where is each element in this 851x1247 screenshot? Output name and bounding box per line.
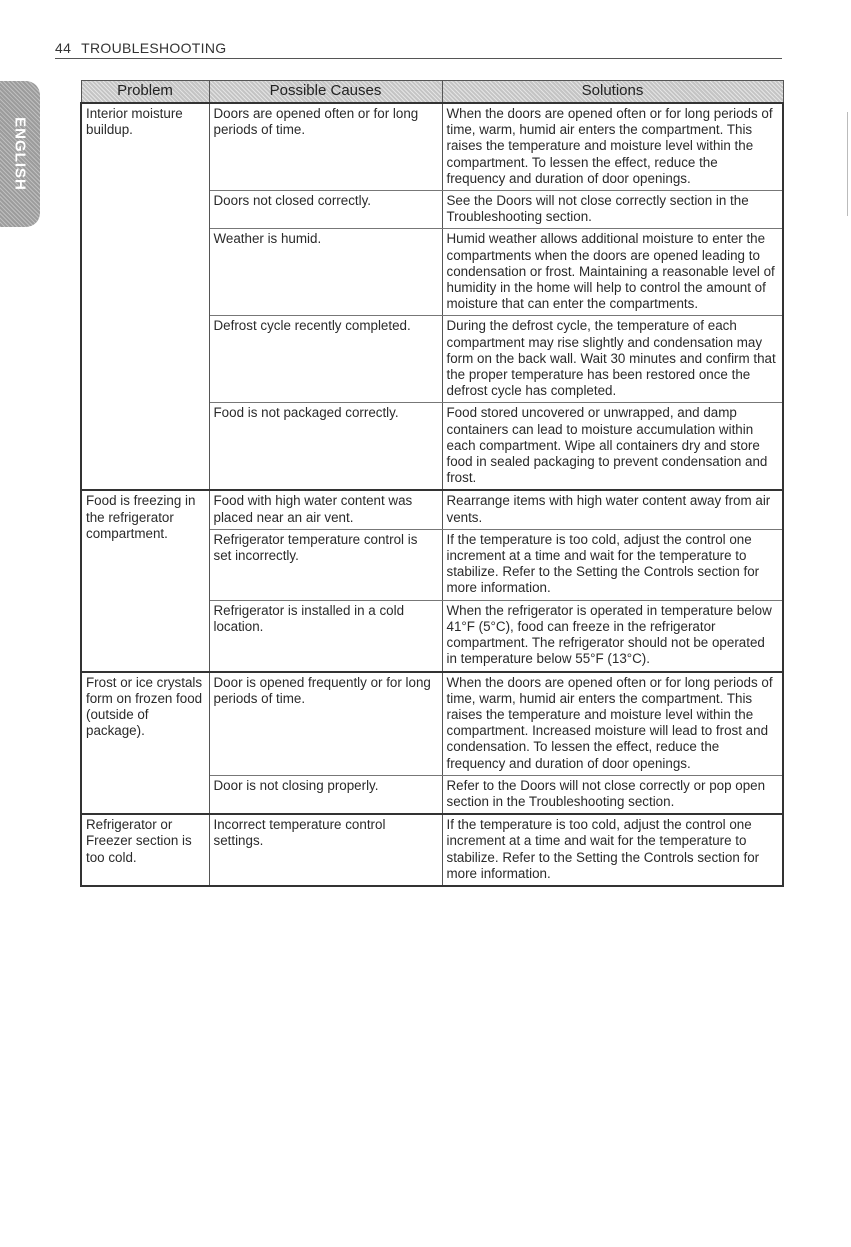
- cause-cell: Weather is humid.: [209, 229, 442, 316]
- table-header-row: [81, 81, 783, 104]
- table-row: [81, 672, 783, 776]
- page-number: 44: [55, 40, 72, 56]
- column-header-solutions: Solutions: [442, 81, 783, 104]
- solution-cell: When the doors are opened often or for long periods of time, warm, humid air enters the compartment. This raises the temperature and moisture level within the compartment. To lessen the effect, reduce the frequency and duration of door openings.: [442, 103, 783, 191]
- solution-cell: See the Doors will not close correctly section in the Troubleshooting section.: [442, 191, 783, 229]
- solution-cell: When the doors are opened often or for long periods of time, warm, humid air enters the compartment. This raises the temperature and moisture level within the compartment. Increased moisture will lead to frost and condensation. To lessen the effect, reduce the frequency and duration of door openings.: [442, 672, 783, 776]
- solution-cell: If the temperature is too cold, adjust the control one increment at a time and wait for the temperature to stabilize. Refer to the Setting the Controls section for more information.: [442, 529, 783, 600]
- problem-cell: Interior moisture buildup.: [81, 103, 209, 490]
- solution-cell: Food stored uncovered or unwrapped, and damp containers can lead to moisture accumulation within each compartment. Wipe all containers dry and store food in sealed packaging to prevent condensation and frost.: [442, 403, 783, 491]
- solution-cell: Refer to the Doors will not close correctly or pop open section in the Troubleshooting section.: [442, 775, 783, 814]
- table-row: [81, 103, 783, 191]
- cause-cell: Refrigerator is installed in a cold location.: [209, 600, 442, 671]
- solution-cell: Humid weather allows additional moisture to enter the compartments when the doors are opened leading to condensation or frost. Maintaining a reasonable level of humidity in the home will help to control the amount of moisture that can enter the compartments.: [442, 229, 783, 316]
- solution-cell: If the temperature is too cold, adjust the control one increment at a time and wait for the temperature to stabilize. Refer to the Setting the Controls section for more information.: [442, 814, 783, 886]
- section-title: TROUBLESHOOTING: [81, 40, 227, 56]
- problem-cell: Frost or ice crystals form on frozen food (outside of package).: [81, 672, 209, 815]
- table-row: [81, 490, 783, 529]
- problem-cell: Refrigerator or Freezer section is too cold.: [81, 814, 209, 886]
- cause-cell: Defrost cycle recently completed.: [209, 316, 442, 403]
- solution-cell: Rearrange items with high water content away from air vents.: [442, 490, 783, 529]
- cause-cell: Refrigerator temperature control is set incorrectly.: [209, 529, 442, 600]
- cause-cell: Food is not packaged correctly.: [209, 403, 442, 491]
- column-header-problem: Problem: [81, 81, 209, 104]
- cause-cell: Doors not closed correctly.: [209, 191, 442, 229]
- cause-cell: Food with high water content was placed near an air vent.: [209, 490, 442, 529]
- solution-cell: When the refrigerator is operated in temperature below 41°F (5°C), food can freeze in the refrigerator compartment. The refrigerator should not be operated in temperature below 55°F (13°C).: [442, 600, 783, 671]
- cause-cell: Doors are opened often or for long periods of time.: [209, 103, 442, 191]
- column-header-causes: Possible Causes: [209, 81, 442, 104]
- cause-cell: Door is not closing properly.: [209, 775, 442, 814]
- problem-cell: Food is freezing in the refrigerator compartment.: [81, 490, 209, 671]
- cause-cell: Incorrect temperature control settings.: [209, 814, 442, 886]
- page-header: [55, 40, 782, 59]
- page-edge-mark: [847, 112, 848, 216]
- language-tab: [0, 81, 40, 227]
- solution-cell: During the defrost cycle, the temperature of each compartment may rise slightly and condensation may form on the back wall. Wait 30 minutes and confirm that the proper temperature has been restored once the defrost cycle has completed.: [442, 316, 783, 403]
- cause-cell: Door is opened frequently or for long periods of time.: [209, 672, 442, 776]
- troubleshooting-table: [80, 80, 784, 887]
- language-tab-label: ENGLISH: [11, 117, 29, 191]
- table-row: [81, 814, 783, 886]
